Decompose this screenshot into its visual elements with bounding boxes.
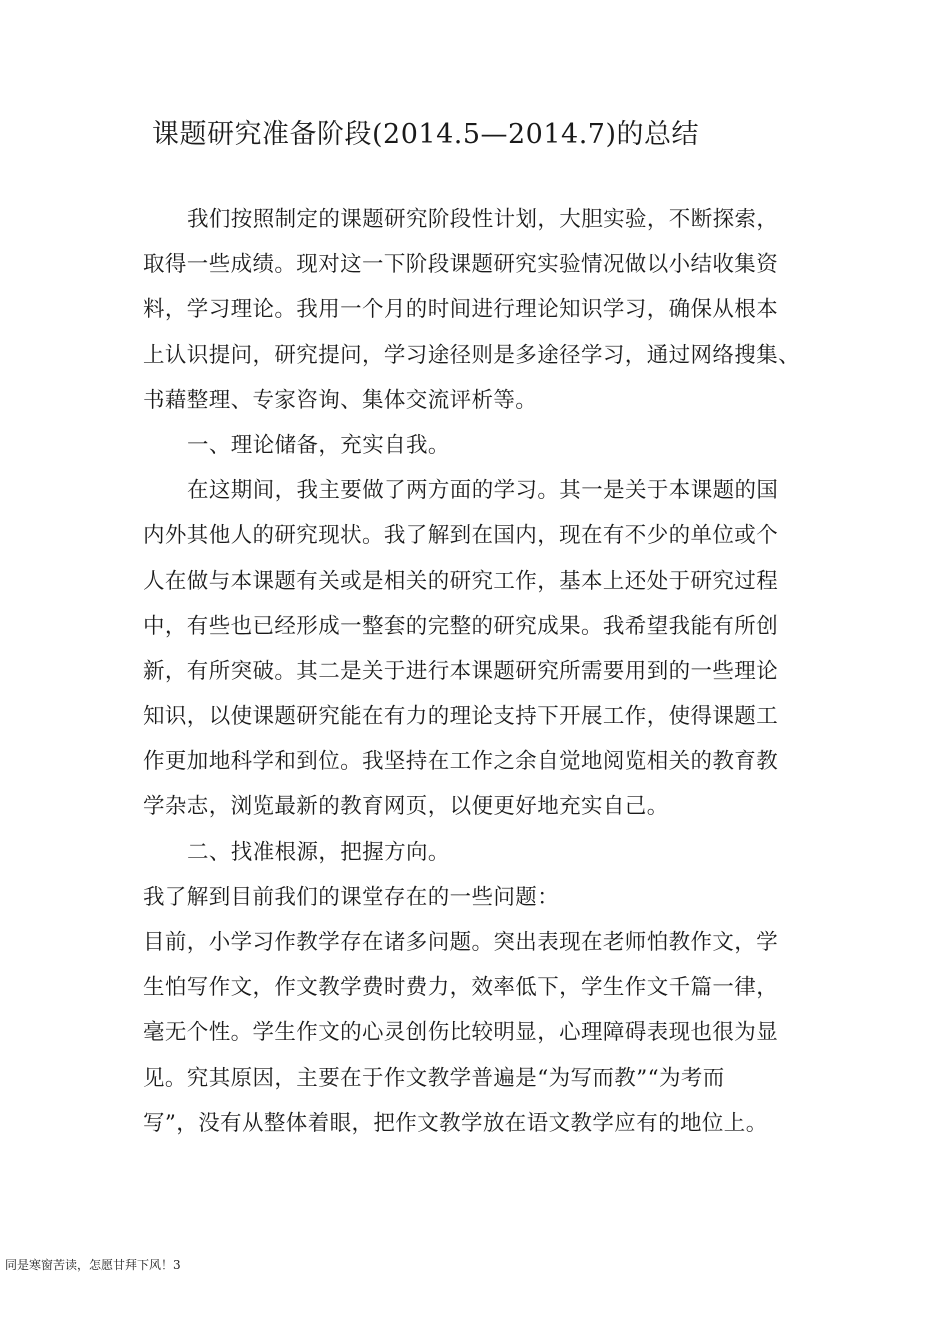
document-body [143, 197, 843, 1146]
paragraph-line: 新，有所突破。其二是关于进行本课题研究所需要用到的一些理论 [143, 658, 779, 684]
paragraph-line: 书藉整理、专家咨询、集体交流评析等。 [143, 387, 538, 413]
paragraph-line: 取得一些成绩。现对这一下阶段课题研究实验情况做以小结收集资 [143, 252, 779, 278]
page-footer: 同是寒窗苦读，怎愿甘拜下风！3 [5, 1258, 181, 1272]
paragraph-line: 生怕写作文，作文教学费时费力，效率低下，学生作文千篇一律， [143, 975, 779, 1001]
paragraph-line: 内外其他人的研究现状。我了解到在国内，现在有不少的单位或个 [143, 523, 779, 549]
paragraph-line: 我们按照制定的课题研究阶段性计划，大胆实验，不断探索， [187, 207, 779, 232]
paragraph-line: 人在做与本课题有关或是相关的研究工作，基本上还处于研究过程 [143, 568, 779, 594]
paragraph-line: 在这期间，我主要做了两方面的学习。其一是关于本课题的国 [187, 478, 779, 504]
paragraph-line: 作更加地科学和到位。我坚持在工作之余自觉地阅览相关的教育教 [143, 749, 779, 775]
paragraph-line: 料，学习理论。我用一个月的时间进行理论知识学习，确保从根本 [143, 297, 779, 323]
paragraph-line: 见。究其原因，主要在于作文教学普遍是“为写而教”“为考而 [143, 1065, 725, 1091]
paragraph-line: 我了解到目前我们的课堂存在的一些问题： [143, 884, 560, 910]
paragraph-line: 学杂志，浏览最新的教育网页，以便更好地充实自己。 [143, 794, 669, 820]
paragraph-line: 上认识提问，研究提问，学习途径则是多途径学习，通过网络搜集、 [143, 342, 801, 368]
paragraph-line: 写”，没有从整体着眼，把作文教学放在语文教学应有的地位上。 [143, 1110, 768, 1136]
page-title: 课题研究准备阶段(2014.5—2014.7)的总结 [152, 119, 700, 150]
paragraph-line: 毫无个性。学生作文的心灵创伤比较明显，心理障碍表现也很为显 [143, 1020, 779, 1046]
paragraph-line: 知识，以使课题研究能在有力的理论支持下开展工作，使得课题工 [143, 704, 779, 730]
paragraph-line: 目前，小学习作教学存在诸多问题。突出表现在老师怕教作文，学 [143, 930, 779, 955]
paragraph-line: 中，有些也已经形成一整套的完整的研究成果。我希望我能有所创 [143, 613, 779, 639]
section-heading: 一、理论储备，充实自我。 [187, 432, 450, 458]
section-heading: 二、找准根源，把握方向。 [187, 839, 450, 865]
